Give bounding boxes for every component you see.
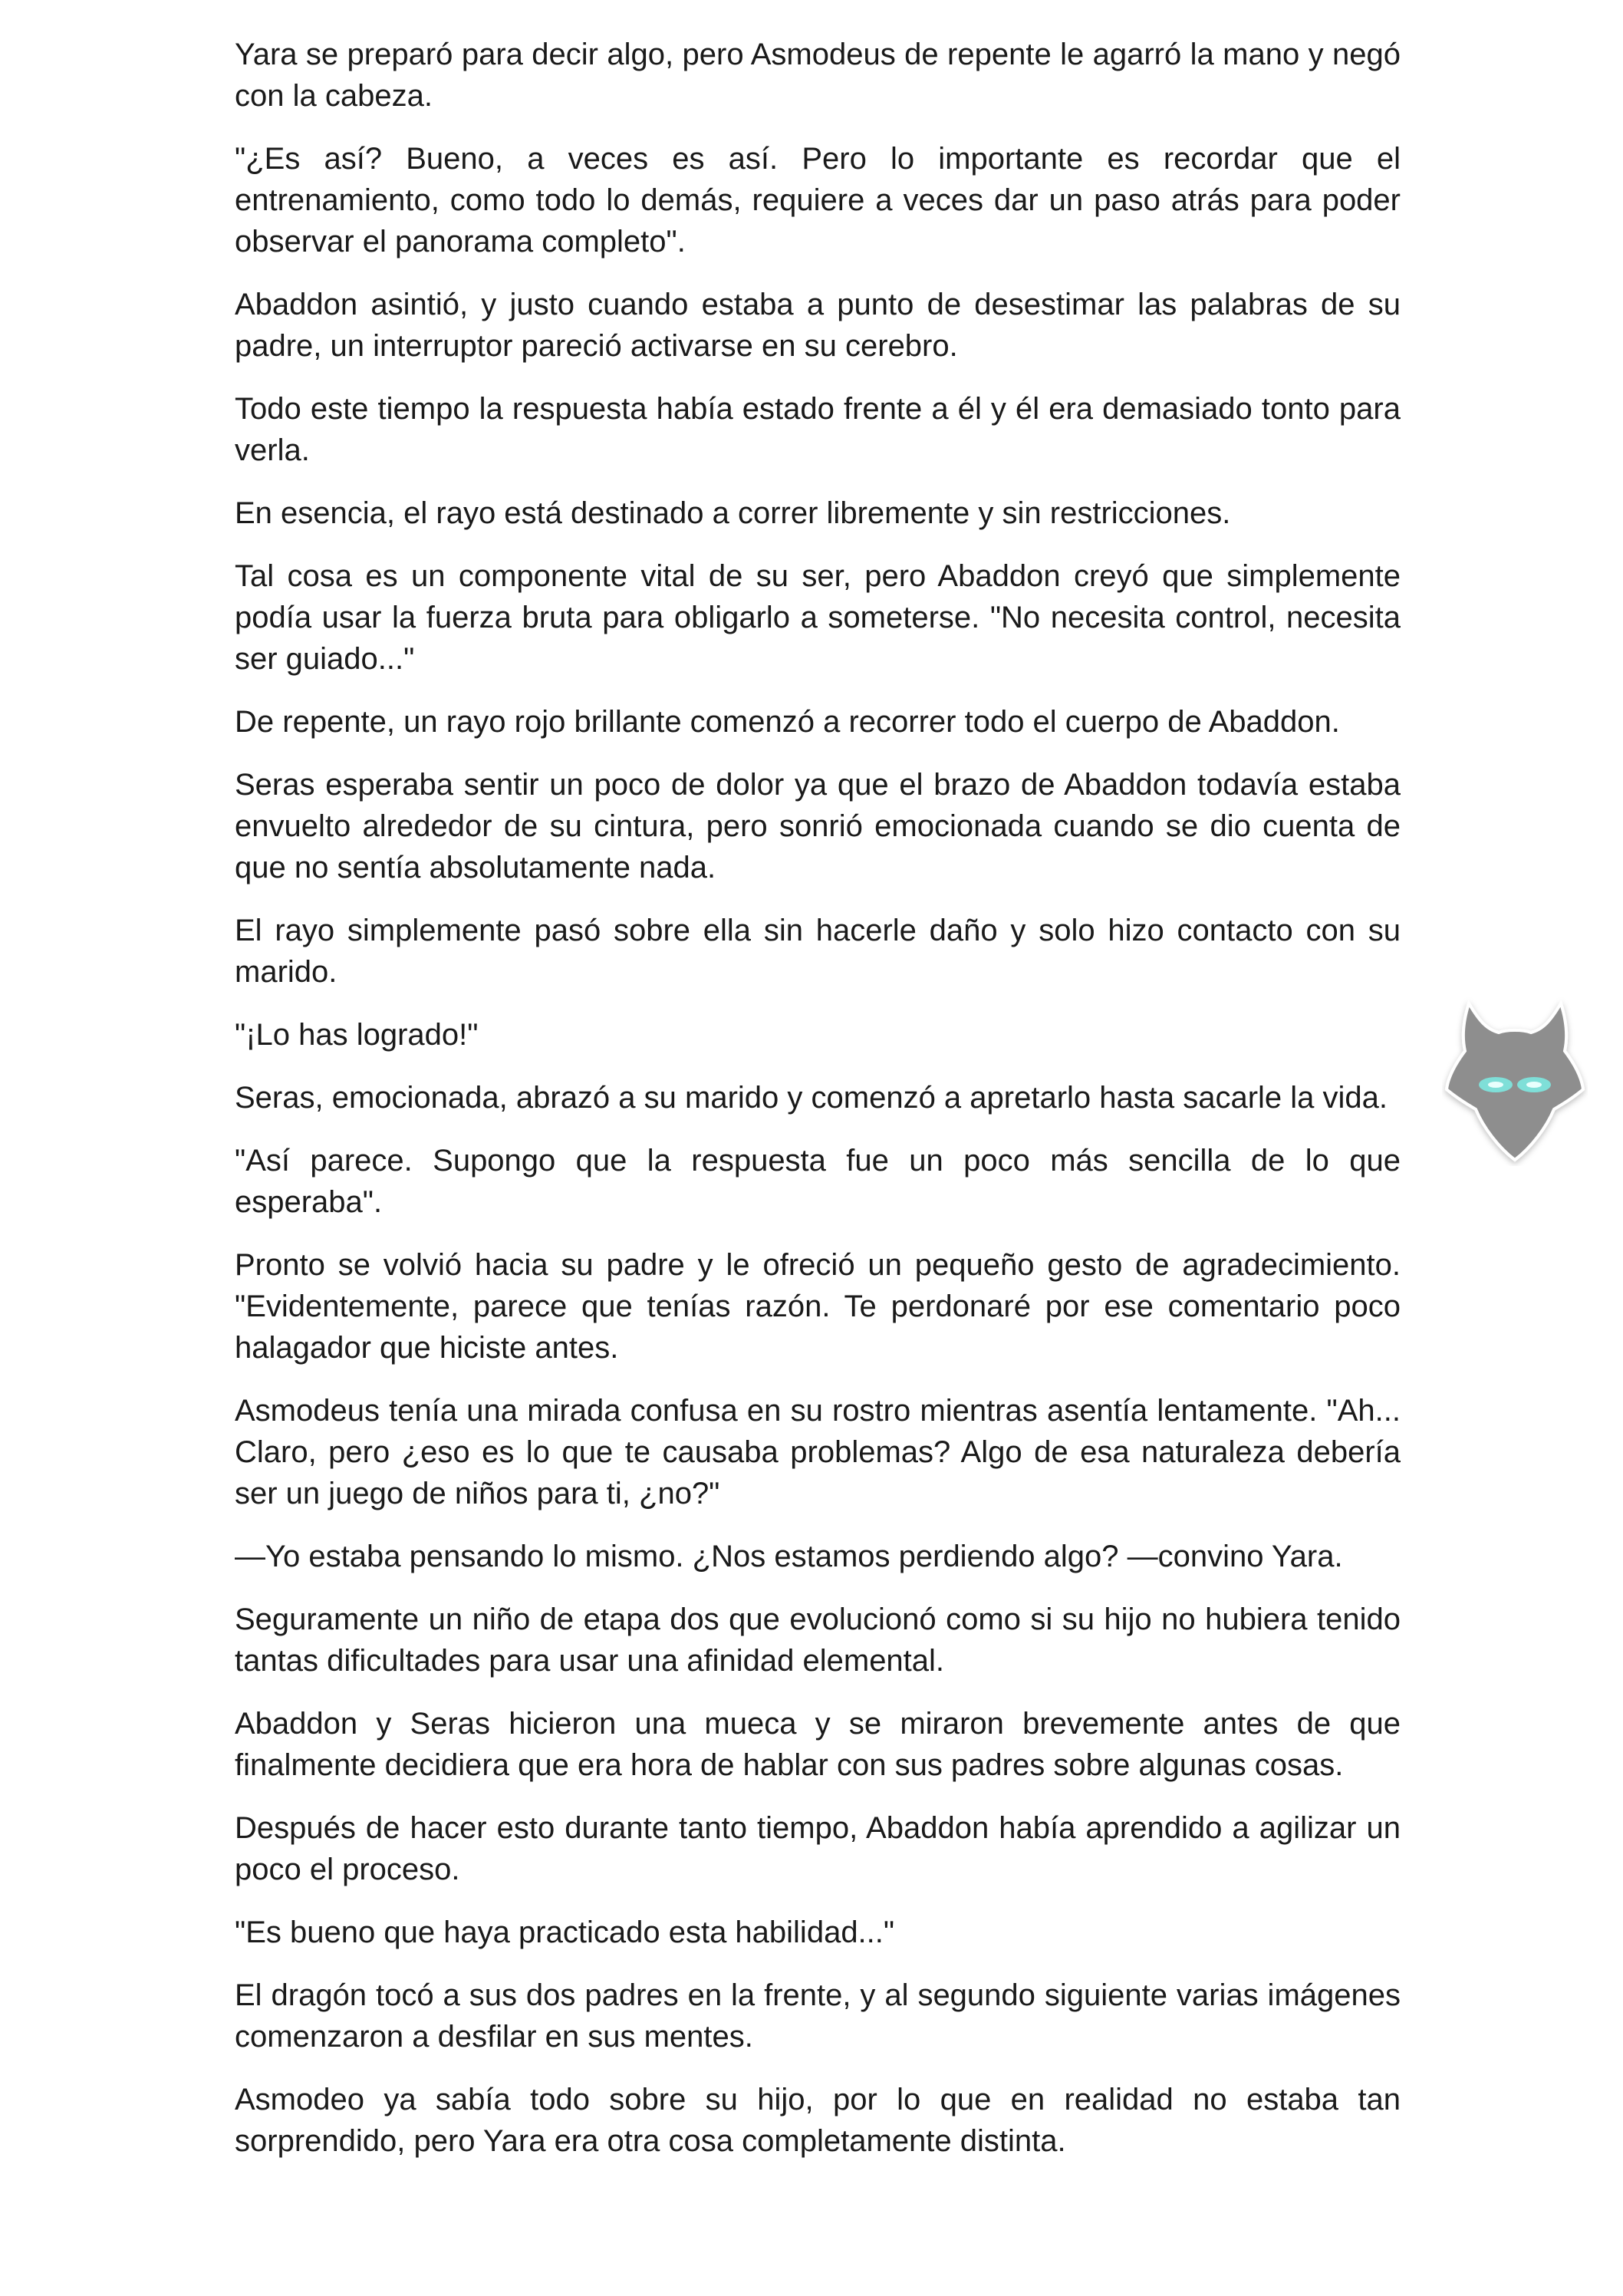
paragraph-11: Seras, emocionada, abrazó a su marido y comenzó a apretarlo hasta sacarle la vida. [235,1081,1388,1115]
paragraph-20: El dragón tocó a sus dos padres en la frente, y al segundo siguiente varias imágenes comenzaron a desfilar en sus mentes. [235,1978,1401,2054]
horned-demon-head-icon [1442,997,1588,1166]
paragraph-18: Después de hacer esto durante tanto tiempo, Abaddon había aprendido a agilizar un poco el proceso. [235,1811,1401,1886]
paragraph-3: Abaddon asintió, y justo cuando estaba a punto de desestimar las palabras de su padre, un interruptor pareció activarse en su cerebro. [235,288,1401,363]
paragraph-14: Asmodeus tenía una mirada confusa en su rostro mientras asentía lentamente. "Ah... Claro, pero ¿eso es lo que te causaba problemas? Algo de esa naturaleza debería ser un juego de niños para ti, ¿no?" [235,1394,1401,1510]
paragraph-21: Asmodeo ya sabía todo sobre su hijo, por lo que en realidad no estaba tan sorprendido, pero Yara era otra cosa completamente distinta. [235,2083,1401,2158]
paragraph-19: "Es bueno que haya practicado esta habilidad..." [235,1916,895,1949]
paragraph-17: Abaddon y Seras hicieron una mueca y se miraron brevemente antes de que finalmente decidiera que era hora de hablar con sus padres sobre algunas cosas. [235,1707,1401,1782]
paragraph-7: De repente, un rayo rojo brillante comenzó a recorrer todo el cuerpo de Abaddon. [235,705,1340,739]
paragraph-1: Yara se preparó para decir algo, pero Asmodeus de repente le agarró la mano y negó con la cabeza. [235,38,1401,113]
paragraph-4: Todo este tiempo la respuesta había estado frente a él y él era demasiado tonto para verla. [235,392,1401,467]
paragraph-10: "¡Lo has logrado!" [235,1018,479,1052]
paragraph-5: En esencia, el rayo está destinado a correr libremente y sin restricciones. [235,496,1231,530]
paragraph-13: Pronto se volvió hacia su padre y le ofreció un pequeño gesto de agradecimiento. "Evidentemente, parece que tenías razón. Te perdonaré por ese comentario poco halagador que hiciste antes. [235,1248,1401,1365]
paragraph-16: Seguramente un niño de etapa dos que evolucionó como si su hijo no hubiera tenido tantas dificultades para usar una afinidad elemental. [235,1603,1401,1678]
paragraph-8: Seras esperaba sentir un poco de dolor ya que el brazo de Abaddon todavía estaba envuelto alrededor de su cintura, pero sonrió emocionada cuando se dio cuenta de que no sentía absolutamente nada. [235,768,1401,884]
paragraph-15: —Yo estaba pensando lo mismo. ¿Nos estamos perdiendo algo? —convino Yara. [235,1540,1343,1573]
paragraph-9: El rayo simplemente pasó sobre ella sin hacerle daño y solo hizo contacto con su marido. [235,914,1401,989]
paragraph-12: "Así parece. Supongo que la respuesta fue un poco más sencilla de lo que esperaba". [235,1144,1401,1219]
paragraph-6: Tal cosa es un componente vital de su ser, pero Abaddon creyó que simplemente podía usar la fuerza bruta para obligarlo a someterse. "No necesita control, necesita ser guiado..." [235,559,1401,676]
paragraph-2: "¿Es así? Bueno, a veces es así. Pero lo importante es recordar que el entrenamiento, como todo lo demás, requiere a veces dar un paso atrás para poder observar el panorama completo". [235,142,1401,259]
document-body [235,34,1401,2183]
